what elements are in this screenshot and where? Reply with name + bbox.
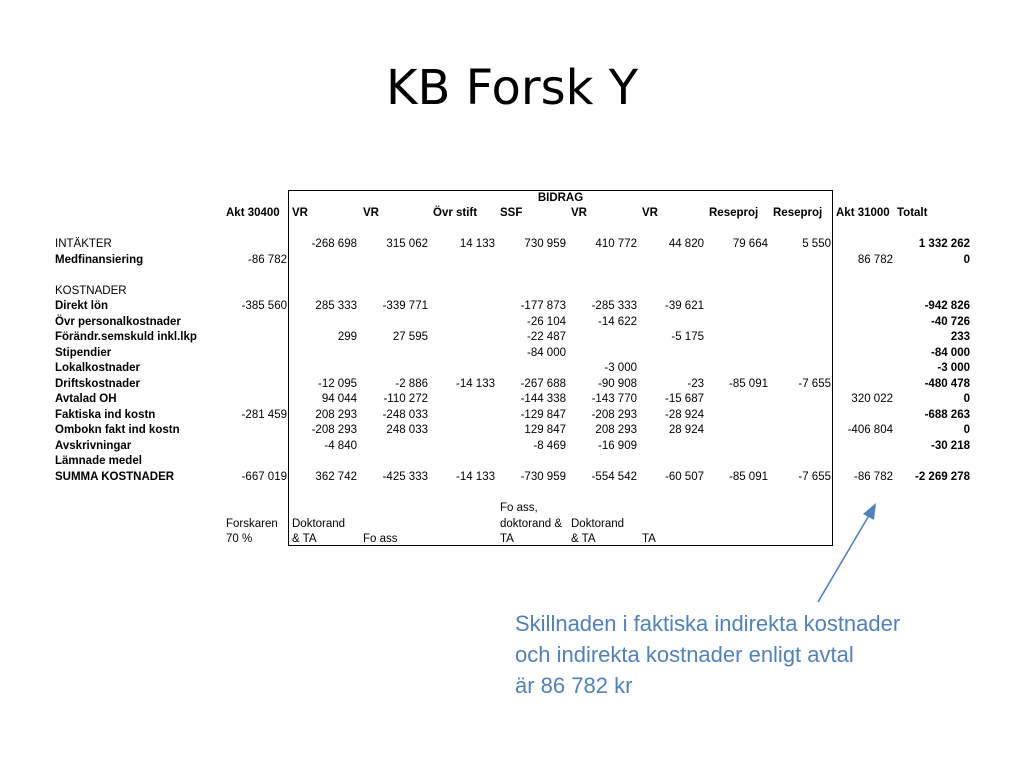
table-cell: 233 xyxy=(950,331,970,343)
table-cell: -15 687 xyxy=(664,393,704,405)
table-cell: -667 019 xyxy=(241,471,287,483)
row-label: Förändr.semskuld inkl.lkp xyxy=(55,331,197,343)
footnote-akt30400: 70 % xyxy=(226,533,253,545)
table-cell: -248 033 xyxy=(382,409,428,421)
column-header: Övr stift xyxy=(433,207,478,219)
table-cell: -84 000 xyxy=(526,347,566,359)
table-cell: 14 133 xyxy=(459,238,495,250)
column-header: VR xyxy=(642,207,658,219)
table-cell: -2 886 xyxy=(395,378,428,390)
table-cell: 315 062 xyxy=(386,238,428,250)
row-label: INTÄKTER xyxy=(55,238,112,250)
table-cell: 410 772 xyxy=(595,238,637,250)
table-cell: -110 272 xyxy=(383,393,428,405)
table-cell: -86 782 xyxy=(853,471,893,483)
table-cell: -90 908 xyxy=(597,378,637,390)
column-header: VR xyxy=(363,207,379,219)
footnote-ssf: TA xyxy=(500,533,514,545)
table-cell: -267 688 xyxy=(520,378,566,390)
table-cell: -554 542 xyxy=(591,471,637,483)
table-cell: -8 469 xyxy=(533,440,566,452)
budget-table xyxy=(52,190,974,546)
table-cell: 0 xyxy=(963,254,970,266)
table-cell: -26 104 xyxy=(526,316,566,328)
table-cell: -285 333 xyxy=(591,300,637,312)
table-cell: -281 459 xyxy=(241,409,287,421)
table-cell: 730 959 xyxy=(524,238,566,250)
row-label: Stipendier xyxy=(55,347,112,359)
callout-line-3: är 86 782 kr xyxy=(515,673,633,698)
table-cell: 94 044 xyxy=(321,393,357,405)
column-header: Reseproj xyxy=(773,207,823,219)
group-header-bidrag: BIDRAG xyxy=(537,192,584,204)
table-cell: 28 924 xyxy=(668,424,704,436)
table-cell: -5 175 xyxy=(671,331,704,343)
column-header: Akt 30400 xyxy=(226,207,280,219)
row-label: Medfinansiering xyxy=(55,254,144,266)
row-label: KOSTNADER xyxy=(55,285,127,297)
footnote-ssf: doktorand & xyxy=(500,518,563,530)
table-cell: -14 133 xyxy=(455,471,495,483)
table-cell: 248 033 xyxy=(386,424,428,436)
footnote-vr-2: Fo ass xyxy=(363,533,398,545)
table-cell: -177 873 xyxy=(520,300,566,312)
slide-title: KB Forsk Y xyxy=(385,60,639,116)
column-header: Totalt xyxy=(897,207,928,219)
footnote-vr-3: Doktorand xyxy=(571,518,625,530)
column-header: Reseproj xyxy=(709,207,759,219)
row-label: Ombokn fakt ind kostn xyxy=(55,424,180,436)
table-cell: -14 133 xyxy=(455,378,495,390)
row-label: Lokalkostnader xyxy=(55,362,140,374)
table-cell: 320 022 xyxy=(851,393,893,405)
row-label: SUMMA KOSTNADER xyxy=(55,471,175,483)
row-label: Driftskostnader xyxy=(55,378,140,390)
table-cell: -7 655 xyxy=(798,378,831,390)
table-cell: -7 655 xyxy=(798,471,831,483)
table-cell: -406 804 xyxy=(847,424,893,436)
table-cell: 0 xyxy=(963,393,970,405)
footnote-akt30400: Forskaren xyxy=(226,518,278,530)
table-cell: -144 338 xyxy=(520,393,566,405)
table-cell: -339 771 xyxy=(382,300,428,312)
table-cell: 208 293 xyxy=(315,409,357,421)
table-cell: 0 xyxy=(963,424,970,436)
table-cell: -268 698 xyxy=(311,238,357,250)
row-label: Faktiska ind kostn xyxy=(55,409,156,421)
table-cell: -143 770 xyxy=(591,393,637,405)
table-cell: 129 847 xyxy=(524,424,566,436)
table-cell: 5 550 xyxy=(802,238,831,250)
table-cell: -28 924 xyxy=(664,409,704,421)
table-cell: -14 622 xyxy=(597,316,637,328)
table-cell: -12 095 xyxy=(317,378,357,390)
table-cell: 285 333 xyxy=(315,300,357,312)
table-cell: 1 332 262 xyxy=(918,238,970,250)
table-cell: -129 847 xyxy=(520,409,566,421)
table-cell: -208 293 xyxy=(311,424,357,436)
table-cell: -85 091 xyxy=(728,378,768,390)
table-cell: 362 742 xyxy=(315,471,357,483)
table-cell: 79 664 xyxy=(732,238,768,250)
column-header: VR xyxy=(571,207,587,219)
row-label: Avskrivningar xyxy=(55,440,132,452)
footnote-vr-1: & TA xyxy=(292,533,317,545)
table-cell: -39 621 xyxy=(664,300,704,312)
footnote-vr-3: & TA xyxy=(571,533,596,545)
table-cell: 44 820 xyxy=(668,238,704,250)
footnote-vr-1: Doktorand xyxy=(292,518,346,530)
table-cell: -30 218 xyxy=(930,440,970,452)
table-cell: 299 xyxy=(337,331,357,343)
table-cell: -85 091 xyxy=(728,471,768,483)
table-cell: -84 000 xyxy=(930,347,970,359)
footnote-vr-4: TA xyxy=(642,533,656,545)
row-label: Direkt lön xyxy=(55,300,109,312)
column-header: SSF xyxy=(500,207,523,219)
table-cell: -40 726 xyxy=(930,316,970,328)
table-cell: -22 487 xyxy=(526,331,566,343)
callout-note xyxy=(515,608,985,701)
table-cell: -688 263 xyxy=(924,409,970,421)
table-cell: -385 560 xyxy=(241,300,287,312)
table-cell: -942 826 xyxy=(924,300,970,312)
table-cell: -208 293 xyxy=(591,409,637,421)
table-cell: -4 840 xyxy=(324,440,357,452)
table-cell: -3 000 xyxy=(604,362,637,374)
row-label: Avtalad OH xyxy=(55,393,117,405)
table-cell: -480 478 xyxy=(924,378,970,390)
callout-line-2: och indirekta kostnader enligt avtal xyxy=(515,642,854,667)
table-cell: -3 000 xyxy=(937,362,970,374)
table-cell: -2 269 278 xyxy=(915,471,970,483)
row-label: Övr personalkostnader xyxy=(55,316,181,328)
callout-line-1: Skillnaden i faktiska indirekta kostnader xyxy=(515,611,901,636)
table-cell: -60 507 xyxy=(664,471,704,483)
table-cell: -730 959 xyxy=(520,471,566,483)
column-header: VR xyxy=(292,207,308,219)
table-cell: -86 782 xyxy=(247,254,287,266)
footnote-ssf: Fo ass, xyxy=(500,502,538,514)
table-cell: 208 293 xyxy=(595,424,637,436)
table-cell: 86 782 xyxy=(857,254,893,266)
table-cell: -23 xyxy=(687,378,704,390)
table-cell: 27 595 xyxy=(392,331,428,343)
table-cell: -16 909 xyxy=(597,440,637,452)
table-cell: -425 333 xyxy=(382,471,428,483)
column-header: Akt 31000 xyxy=(836,207,890,219)
row-label: Lämnade medel xyxy=(55,455,142,467)
